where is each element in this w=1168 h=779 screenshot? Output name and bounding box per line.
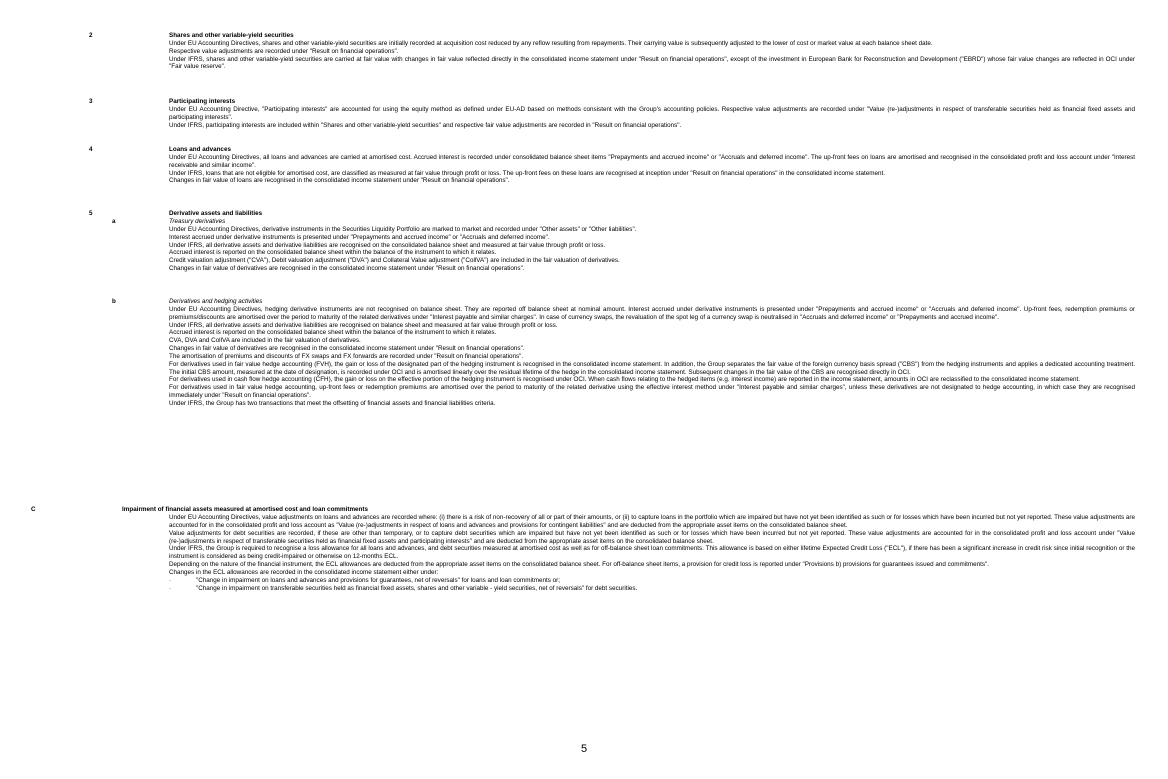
section-title: Impairment of financial assets measured at amortised cost and loan commitments <box>122 506 368 513</box>
bullet-item <box>169 577 1135 585</box>
paragraph: Under EU Accounting Directives, derivative instruments in the Securities Liquidity Portfolio are marked to market and recorded under "Other assets" or "Other liabilities". <box>169 225 637 233</box>
bullet-text: "Change in impairment on transferable securities held as financial fixed assets, shares and other variable - yield securities, net of reversals" for debt securities. <box>196 584 638 592</box>
section-title: Shares and other variable-yield securities <box>169 32 294 39</box>
subsection-letter: a <box>112 218 116 225</box>
paragraph: Under IFRS, all derivative assets and derivative liabilities are recognised on balance sheet and measured at fair value through profit or loss. <box>169 321 558 329</box>
paragraph: Changes in the ECL allowances are recorded in the consolidated income statement either under: <box>169 568 439 576</box>
paragraph: Changes in fair value of loans are recognised in the consolidated income statement under "Result on financial operations". <box>169 177 510 185</box>
section-number: 3 <box>89 98 93 105</box>
paragraph: Under EU Accounting Directive, "Participating interests" are accounted for using the equity method as defined under EU-AD based on methods consistent with the Group's accounting policies. Respective value adjustments are recorded under "Value (re-)adjustments in respect of transferable securities held as financial fixed assets and participating interests". <box>169 105 1135 121</box>
bullet-text: "Change in impairment on loans and advances and provisions for guarantees, net of reversals" for loans and loan commitments or; <box>196 576 560 584</box>
paragraph: Under IFRS, loans that are not eligible for amortised cost, are classified as measured at fair value through profit or loss. The up-front fees on these loans are recognised at inception under "Result on financial operations" in the consolidated income statement. <box>169 169 885 177</box>
paragraph: Under IFRS, participating interests are included within "Shares and other variable-yield securities" and respective fair value adjustments are recorded in "Result on financial operations". <box>169 121 682 129</box>
paragraph: Accrued interest is reported on the consolidated balance sheet within the balance of the instrument to which it relates. <box>169 249 497 257</box>
paragraph: Interest accrued under derivative instruments is presented under "Prepayments and accrued income" or "Accruals and deferred income". <box>169 233 550 241</box>
paragraph: Changes in fair value of derivatives are recognised in the consolidated income statement under "Result on financial operations". <box>169 345 525 353</box>
section-title: Participating interests <box>169 98 236 105</box>
paragraph: For derivatives used in fair value hedge accounting, up-front fees or redemption premiums are amortised over the period to maturity of the related derivative using the effective interest method under "Interest payable and similar charges", unless these derivatives are not designated to hedge accounting, in which case they are recognised immediately under "Result on financial operations". <box>169 384 1135 400</box>
section-number: 2 <box>89 32 93 39</box>
paragraph: For derivatives used in fair value hedge accounting (FVH), the gain or loss of the designated part of the hedging instrument is recognised in the consolidated income statement. In addition, the Group separates the fair value of the foreign currency basis spread ("CBS") from the hedging instruments and applies a dedicated accounting treatment. The initial CBS amount, measured at the date of designation, is recorded under OCI and is amortised linearly over the residual lifetime of the hedge in the consolidated income statement. Subsequent changes in the fair value of the CBS are recognised directly in OCI. <box>169 360 1135 376</box>
paragraph: Under IFRS, shares and other variable-yield securities are carried at fair value with changes in fair value reflected directly in the consolidated income statement under "Result on financial operations", except of the investment in European Bank for Reconstruction and Development ("EBRD") whose fair value changes are reflected in OCI under "Fair value reserve". <box>169 55 1135 71</box>
section-number: 4 <box>89 146 93 153</box>
section-title: Derivative assets and liabilities <box>169 210 263 217</box>
paragraph: Changes in fair value of derivatives are recognised in the consolidated income statement under "Result on financial operations". <box>169 265 525 273</box>
bullet-item <box>169 585 1135 593</box>
section-title: Loans and advances <box>169 146 231 153</box>
paragraph: Value adjustments for debt securities are recorded, if these are other than temporary, or to capture debt securities which are impaired but have not yet been identified as such or for losses which have been incurred but not yet reported. These value adjustments are accounted for in the consolidated profit and loss account under "Value (re-)adjustments in respect of transferable securities held as financial fixed assets and participating interests" and are deducted from the appropriate asset items on the consolidated balance sheet. <box>169 529 1135 545</box>
section-number: 5 <box>89 210 93 217</box>
paragraph: For derivatives used in cash flow hedge accounting (CFH), the gain or loss on the effective portion of the hedging instrument is recognised under OCI. When cash flows relating to the hedged items (e.g. interest income) are reported in the income statement, amounts in OCI are reclassified to the consolidated income statement. <box>169 376 1080 384</box>
bullet-mark: · <box>169 584 172 592</box>
paragraph: Respective value adjustments are recorded under "Result on financial operations". <box>169 47 399 55</box>
bullet-mark: · <box>169 576 172 584</box>
paragraph: Under EU Accounting Directives, hedging derivative instruments are not recognised on balance sheet. They are reported off balance sheet at nominal amount. Interest accrued under derivative instruments is presented under "Prepayments and accrued income" or "Accruals and deferred income". Up-front fees, redemption premiums or premiums/discounts are amortised over the period to maturity of the related derivatives under "Interest payable and similar charges". In case of currency swaps, the revaluation of the spot leg of a currency swap is neutralised in "Accruals and deferred income" or "Prepayments and accrued income". <box>169 305 1135 321</box>
paragraph: Under EU Accounting Directives, all loans and advances are carried at amortised cost. Accrued interest is recorded under consolidated balance sheet items "Prepayments and accrued income" or "Accruals and deferred income". The up-front fees on loans are amortised and recognised in the consolidated profit and loss account under "Interest receivable and similar income". <box>169 153 1135 169</box>
paragraph: Under EU Accounting Directives, value adjustments on loans and advances are recorded where: (i) there is a risk of non-recovery of all or part of their amounts, or (ii) to capture loans in the portfolio which are impaired but have not yet been identified as such or for losses which have been incurred but not yet reported. These value adjustments are accounted for in the consolidated profit and loss account as "Value (re-)adjustments in respect of loans and advances and provisions for contingent liabilities" and are deducted from the appropriate asset items on the consolidated balance sheet. <box>169 514 1135 529</box>
section-letter: C <box>31 506 36 513</box>
paragraph: Under EU Accounting Directives, shares and other variable-yield securities are initially recorded at acquisition cost reduced by any reflow resulting from repayments. Their carrying value is subsequently adjusted to the lower of cost or market value at each balance sheet date. <box>169 39 933 47</box>
paragraph: Credit valuation adjustment ("CVA"), Debit valuation adjustment ("DVA") and Collateral Value adjustment ("CollVA") are included in the fair valuation of derivatives. <box>169 257 620 265</box>
paragraph: CVA, DVA and CollVA are included in the fair valuation of derivatives. <box>169 337 361 345</box>
paragraph: Accrued interest is reported on the consolidated balance sheet within the balance of the instrument to which it relates. <box>169 329 497 337</box>
subsection-letter: b <box>112 298 116 305</box>
paragraph: Under IFRS, the Group has two transactions that meet the offsetting of financial assets and financial liabilities criteria. <box>169 399 496 407</box>
paragraph: The amortisation of premiums and discounts of FX swaps and FX forwards are recorded under "Result on financial operations". <box>169 352 524 360</box>
subsection-title: Derivatives and hedging activities <box>169 298 263 305</box>
paragraph: Depending on the nature of the financial instrument, the ECL allowances are deducted from the appropriate asset items on the consolidated balance sheet. For off-balance sheet items, a provision for credit loss is reported under "Provisions b) provisions for guarantees issued and commitments". <box>169 561 990 569</box>
page-number: 5 <box>580 743 588 755</box>
paragraph: Under IFRS, the Group is required to recognise a loss allowance for all loans and advances, and debt securities measured at amortised cost as well as for off-balance sheet loan commitments. This allowance is based on either lifetime Expected Credit Loss ("ECL"), if there has been a significant increase in credit risk since initial recognition or the instrument is considered as being credit-impaired or otherwise on 12-months ECL. <box>169 545 1135 561</box>
subsection-title: Treasury derivatives <box>169 218 226 225</box>
paragraph: Under IFRS, all derivative assets and derivative liabilities are recognised on the consolidated balance sheet and measured at fair value through profit or loss. <box>169 241 606 249</box>
